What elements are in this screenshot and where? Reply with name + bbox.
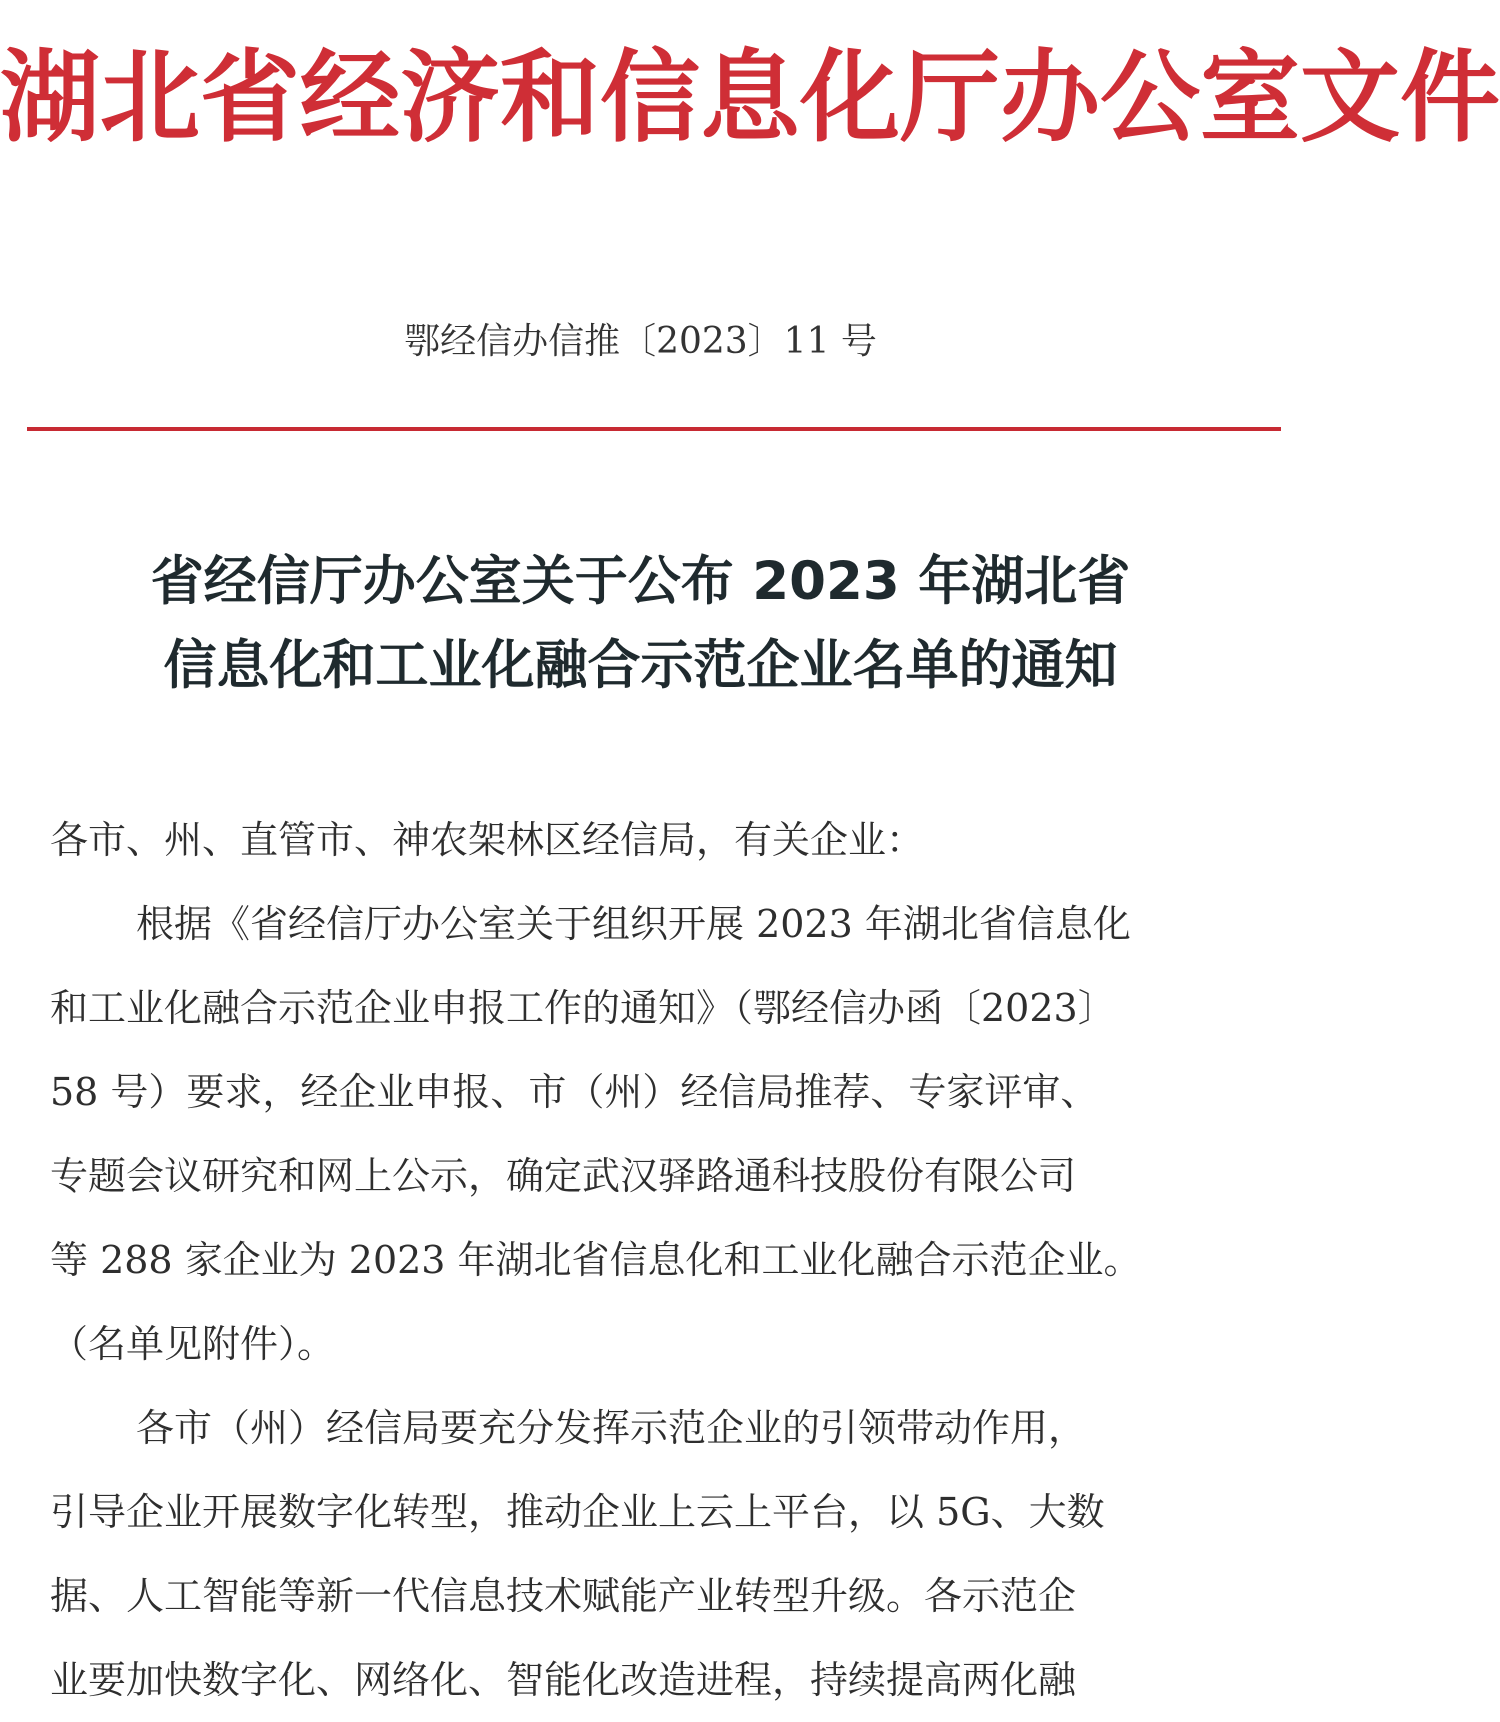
issuing-authority-header: 湖北省经济和信息化厅办公室文件 <box>0 39 1500 156</box>
paragraph-line: （名单见附件）。 <box>50 1322 336 1366</box>
notice-title-line: 省经信厅办公室关于公布 2023 年湖北省 <box>150 551 1131 612</box>
notice-title <box>0 540 1281 708</box>
paragraph-line: 根据《省经信厅办公室关于组织开展 2023 年湖北省信息化 <box>136 902 1131 946</box>
paragraph-line: 业要加快数字化、网络化、智能化改造进程，持续提高两化融 <box>50 1658 1077 1702</box>
notice-title-line: 信息化和工业化融合示范企业名单的通知 <box>163 635 1118 696</box>
paragraph-line: 等 288 家企业为 2023 年湖北省信息化和工业化融合示范企业。 <box>50 1238 1142 1282</box>
notice-body <box>50 798 1250 1722</box>
paragraph-line: 专题会议研究和网上公示，确定武汉驿路通科技股份有限公司 <box>50 1154 1077 1198</box>
paragraph-line: 各市（州）经信局要充分发挥示范企业的引领带动作用， <box>136 1406 1087 1450</box>
paragraph-line: 和工业化融合示范企业申报工作的通知》（鄂经信办函〔2023〕 <box>50 986 1116 1030</box>
paragraph-line: 据、人工智能等新一代信息技术赋能产业转型升级。各示范企 <box>50 1574 1077 1618</box>
header-divider <box>27 427 1281 431</box>
paragraph-line: 58 号）要求，经企业申报、市（州）经信局推荐、专家评审、 <box>50 1070 1099 1114</box>
document-number: 鄂经信办信推〔2023〕11 号 <box>404 321 877 362</box>
salutation: 各市、州、直管市、神农架林区经信局，有关企业： <box>50 818 925 862</box>
paragraph-line: 引导企业开展数字化转型，推动企业上云上平台，以 5G、大数 <box>50 1490 1105 1534</box>
